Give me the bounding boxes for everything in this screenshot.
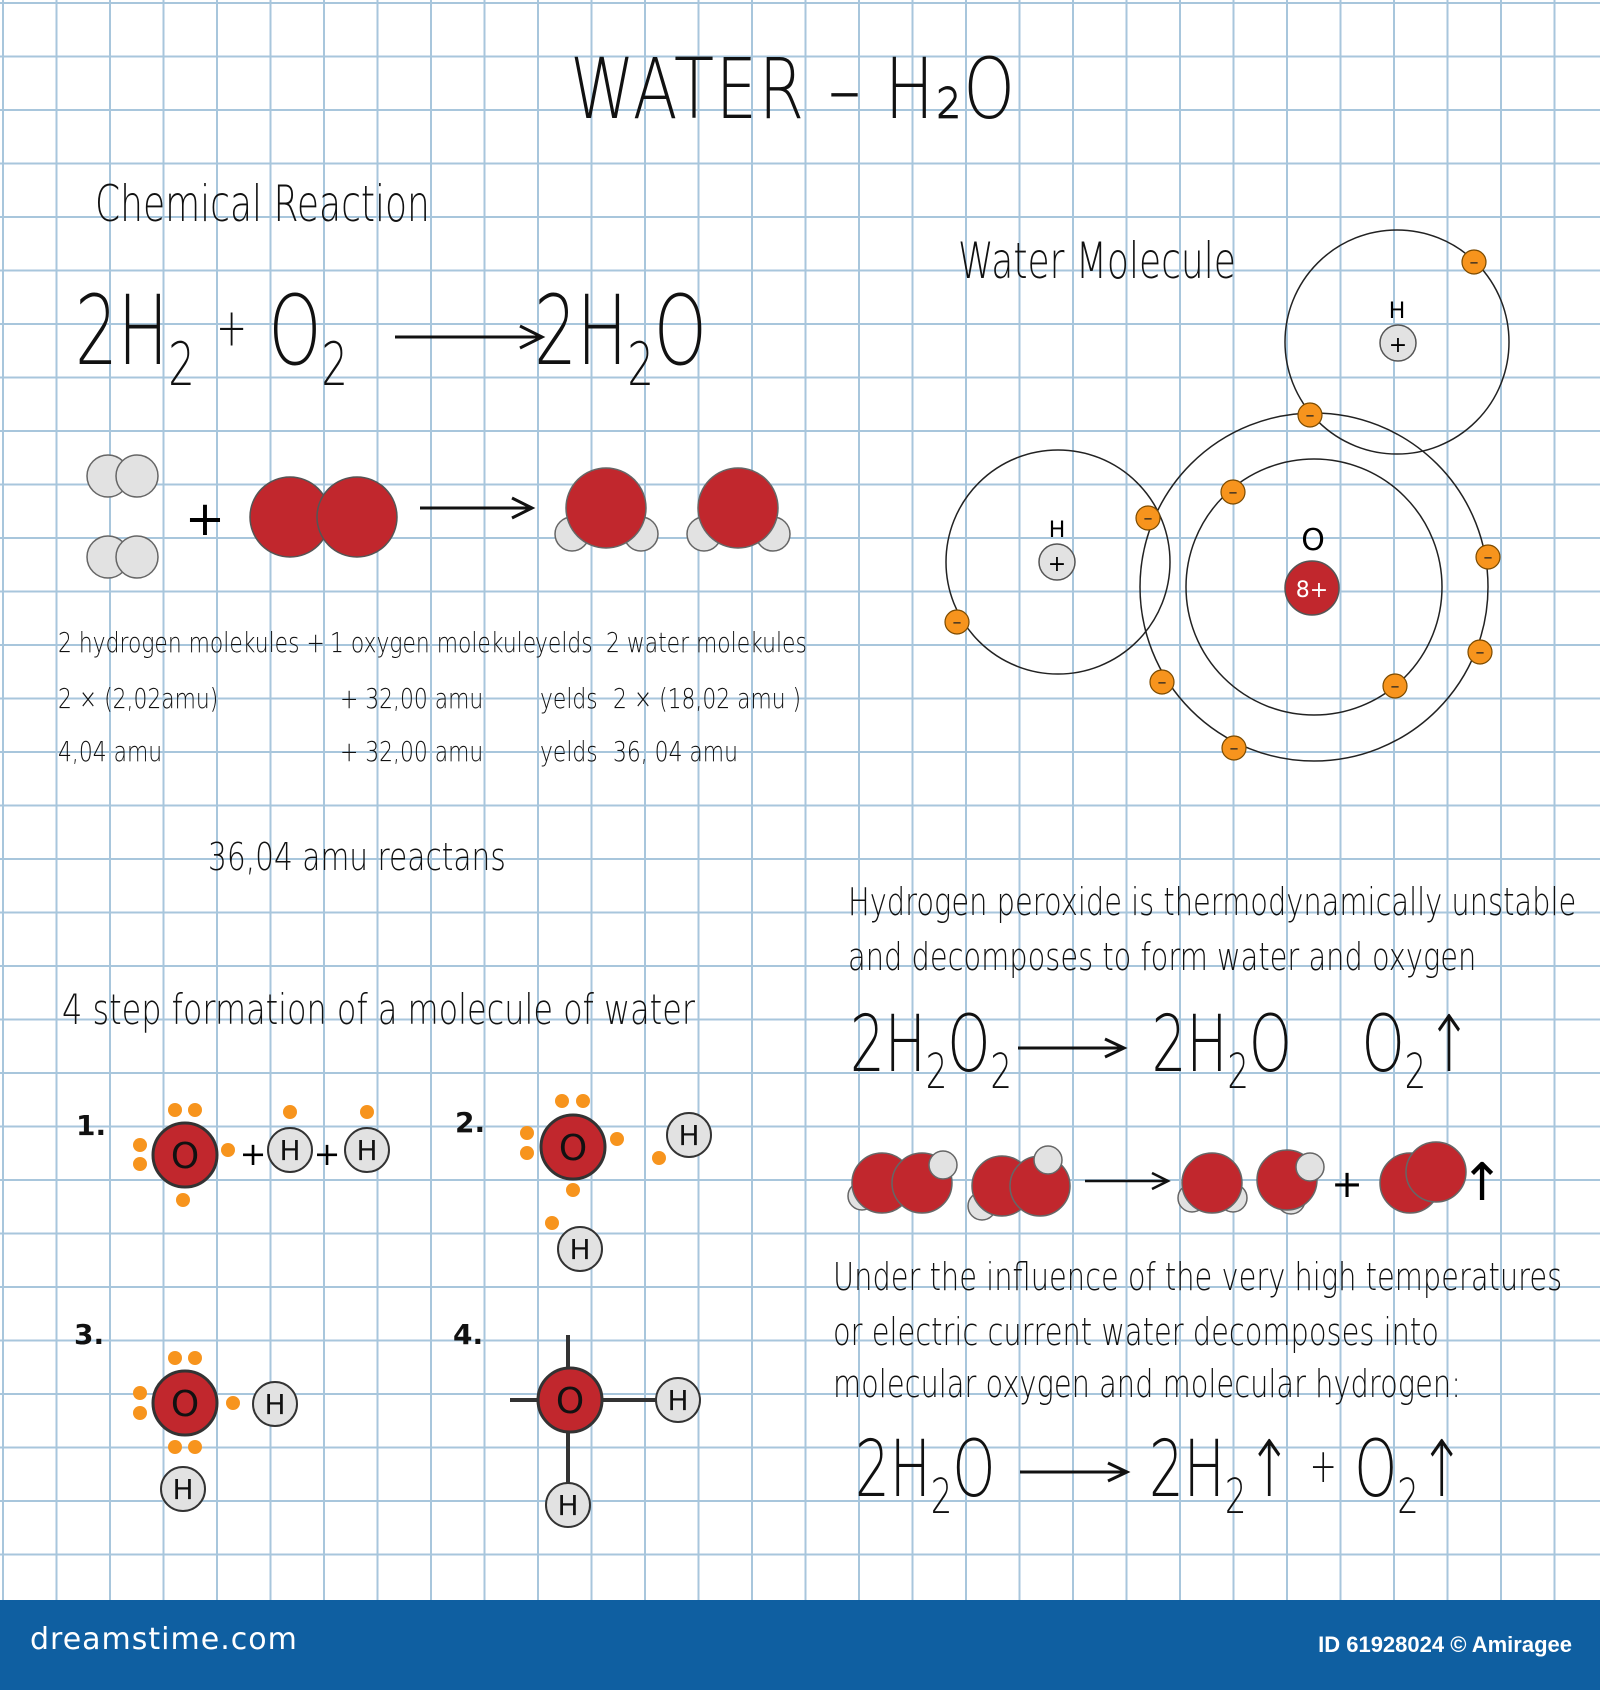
eq-o: O bbox=[1354, 1425, 1398, 1515]
valence-electron bbox=[188, 1103, 202, 1117]
model-arrow bbox=[420, 498, 532, 518]
hydrogen-atom bbox=[558, 1227, 602, 1271]
valence-electron bbox=[226, 1396, 240, 1410]
electrolysis-equation bbox=[855, 1425, 1465, 1525]
eq-sub: 2 bbox=[1404, 1043, 1427, 1100]
valence-electron bbox=[133, 1138, 147, 1152]
valence-electron bbox=[188, 1351, 202, 1365]
image-credit: ID 61928024 © Amiragee bbox=[1318, 1632, 1572, 1657]
valence-electron bbox=[576, 1094, 590, 1108]
atom-symbol: H bbox=[569, 1233, 591, 1266]
electron bbox=[1298, 403, 1322, 427]
peroxide-arrow bbox=[1085, 1173, 1168, 1189]
eq-arrow-up: ↑ bbox=[1418, 1425, 1465, 1515]
nucleus-hydrogen-left bbox=[1039, 544, 1075, 580]
step-number: 3. bbox=[74, 1318, 105, 1351]
electron bbox=[1221, 480, 1245, 504]
electron bbox=[1136, 506, 1160, 530]
electron-sign: – bbox=[1157, 672, 1167, 693]
eq-sub: 2 bbox=[990, 1043, 1012, 1100]
nucleus-oxygen bbox=[1285, 561, 1339, 615]
hydrogen-atom bbox=[656, 1378, 700, 1422]
eq-sub: 2 bbox=[1227, 1043, 1249, 1100]
step-3 bbox=[74, 1318, 297, 1511]
eq-sub: 2 bbox=[168, 330, 195, 400]
electron bbox=[1383, 674, 1407, 698]
eq-term-2h2: 2H bbox=[75, 275, 169, 387]
electron bbox=[1462, 250, 1486, 274]
valence-electron bbox=[545, 1216, 559, 1230]
valence-electron bbox=[566, 1183, 580, 1197]
step-4 bbox=[453, 1318, 700, 1527]
oxygen-atom bbox=[541, 1115, 605, 1179]
eq-term: 2H bbox=[1151, 1000, 1228, 1090]
atom-symbol: O bbox=[558, 1128, 588, 1169]
table-cell: 2 × (18,02 amu ) bbox=[613, 682, 802, 715]
electron-sign: – bbox=[1390, 676, 1400, 697]
electron bbox=[945, 610, 969, 634]
valence-electron bbox=[652, 1151, 666, 1165]
valence-electron bbox=[520, 1126, 534, 1140]
valence-electron bbox=[520, 1146, 534, 1160]
atom-symbol: O bbox=[555, 1381, 585, 1422]
table-cell: yelds bbox=[540, 735, 598, 768]
four-step-heading: 4 step formation of a molecule of water bbox=[62, 985, 695, 1034]
peroxide-text-line2: and decomposes to form water and oxygen bbox=[848, 935, 1477, 979]
water-molecule-heading: Water Molecule bbox=[958, 232, 1236, 290]
electron-sign: – bbox=[1228, 482, 1238, 503]
table-cell: 1 oxygen molekule bbox=[330, 626, 537, 659]
plus-sign: + bbox=[239, 1135, 267, 1173]
hydrogen-label: H bbox=[1048, 518, 1066, 543]
model-plus: + bbox=[184, 491, 226, 547]
table-cell: 36, 04 amu bbox=[613, 735, 738, 768]
hydrogen-atom bbox=[546, 1483, 590, 1527]
hydrogen-molecule-model bbox=[87, 455, 158, 578]
chemical-reaction-heading: Chemical Reaction bbox=[95, 175, 430, 233]
nucleus-hydrogen-top bbox=[1380, 325, 1416, 361]
peroxide-equation bbox=[850, 1000, 1472, 1100]
plus-sign: + bbox=[313, 1135, 341, 1173]
hydrogen-nucleus-label: + bbox=[1047, 552, 1067, 577]
electron bbox=[1476, 545, 1500, 569]
electron-sign: – bbox=[952, 612, 962, 633]
water-molecule-model bbox=[555, 468, 790, 551]
eq-term: 2H bbox=[855, 1425, 931, 1515]
table-cell: 2 × (2,02amu) bbox=[58, 682, 219, 715]
oxygen-atom bbox=[153, 1371, 217, 1435]
eq-sub: 2 bbox=[925, 1043, 948, 1100]
peroxide-plus: + bbox=[1331, 1162, 1363, 1206]
valence-electron bbox=[283, 1105, 297, 1119]
eq-sub: 2 bbox=[930, 1468, 953, 1525]
step-1 bbox=[76, 1103, 389, 1207]
eq-arrow-up: ↑ bbox=[1246, 1425, 1293, 1515]
atom-symbol: H bbox=[678, 1119, 700, 1152]
eq-o: O bbox=[947, 1000, 991, 1090]
atom-symbol: H bbox=[172, 1473, 194, 1506]
hydrogen-atom bbox=[161, 1467, 205, 1511]
valence-electron bbox=[168, 1440, 182, 1454]
oxygen-atom bbox=[538, 1368, 602, 1432]
title-text: WATER – H₂O bbox=[570, 40, 1017, 138]
hydrogen-atom bbox=[667, 1113, 711, 1157]
eq-term: 2H bbox=[1149, 1425, 1225, 1515]
atom-symbol: H bbox=[279, 1134, 301, 1167]
valence-electron bbox=[133, 1386, 147, 1400]
electron-sign: – bbox=[1143, 508, 1153, 529]
atom-symbol: O bbox=[170, 1136, 200, 1177]
oxygen-molecule-model bbox=[250, 477, 397, 557]
atom-symbol: O bbox=[170, 1384, 200, 1425]
step-2 bbox=[455, 1094, 711, 1271]
brand-logo: dreamstime.com bbox=[30, 1622, 298, 1657]
electron bbox=[1468, 640, 1492, 664]
oxygen-arrow-up: ↑ bbox=[1460, 1153, 1504, 1213]
electron-sign: – bbox=[1469, 252, 1479, 273]
reaction-arrow bbox=[395, 326, 542, 348]
eq-o: O bbox=[1248, 1000, 1292, 1090]
electron bbox=[1222, 736, 1246, 760]
table-cell: 2 water molekules bbox=[606, 626, 807, 659]
hydrogen-atom bbox=[253, 1382, 297, 1426]
eq-o: O bbox=[1361, 1000, 1405, 1090]
hydrogen-label: H bbox=[1388, 299, 1406, 324]
table-cell: 2 hydrogen molekules + bbox=[58, 626, 325, 659]
eq-term-o2: O bbox=[268, 275, 322, 387]
table-cell: + 32,00 amu bbox=[340, 735, 484, 768]
electrolysis-text-line1: Under the influence of the very high temperatures bbox=[833, 1255, 1563, 1299]
valence-electron bbox=[176, 1193, 190, 1207]
table-cell: + 32,00 amu bbox=[340, 682, 484, 715]
electron-sign: – bbox=[1475, 642, 1485, 663]
table-cell: 4,04 amu bbox=[58, 735, 163, 768]
valence-electron bbox=[133, 1406, 147, 1420]
step-number: 4. bbox=[453, 1318, 484, 1351]
valence-electron bbox=[188, 1440, 202, 1454]
electron-sign: – bbox=[1305, 405, 1315, 426]
table-cell: yelds bbox=[535, 626, 593, 659]
hydrogen-atom bbox=[345, 1128, 389, 1172]
peroxide-models bbox=[848, 1146, 1070, 1220]
eq-sub: 2 bbox=[627, 330, 654, 400]
four-step-diagrams bbox=[74, 1094, 711, 1527]
valence-electron bbox=[221, 1143, 235, 1157]
electron-sign: – bbox=[1229, 738, 1239, 759]
valence-electron bbox=[168, 1103, 182, 1117]
eq-sub: 2 bbox=[1224, 1468, 1247, 1525]
eq-plus: + bbox=[216, 297, 248, 359]
atom-symbol: H bbox=[264, 1388, 286, 1421]
valence-electron bbox=[610, 1132, 624, 1146]
atom-symbol: H bbox=[557, 1489, 579, 1522]
hydrogen-nucleus-label: + bbox=[1388, 333, 1408, 358]
eq-sub: 2 bbox=[1397, 1468, 1419, 1525]
valence-electron bbox=[360, 1105, 374, 1119]
atom-symbol: H bbox=[667, 1384, 689, 1417]
valence-electron bbox=[555, 1094, 569, 1108]
reactants-total: 36,04 amu reactans bbox=[208, 835, 506, 879]
electron-sign: – bbox=[1483, 547, 1493, 568]
eq-sub: 2 bbox=[321, 330, 348, 400]
electron bbox=[1150, 670, 1174, 694]
electrons bbox=[945, 250, 1500, 760]
oxygen-atom bbox=[153, 1123, 217, 1187]
valence-electron bbox=[168, 1351, 182, 1365]
eq-arrow-up: ↑ bbox=[1426, 1000, 1472, 1090]
atom-symbol: H bbox=[356, 1134, 378, 1167]
hydrogen-atom bbox=[268, 1128, 312, 1172]
oxygen-label: O bbox=[1301, 523, 1325, 558]
oxygen-nucleus-label: 8+ bbox=[1295, 578, 1329, 603]
eq-term: 2H bbox=[850, 1000, 926, 1090]
peroxide-text-line1: Hydrogen peroxide is thermodynamically unstable bbox=[848, 880, 1577, 924]
electrolysis-text-line2: or electric current water decomposes into bbox=[833, 1310, 1439, 1354]
electrolysis-text-line3: molecular oxygen and molecular hydrogen: bbox=[833, 1362, 1461, 1406]
eq-o: O bbox=[952, 1425, 996, 1515]
table-cell: yelds bbox=[540, 682, 598, 715]
step-number: 2. bbox=[455, 1106, 486, 1139]
peroxide-products bbox=[1178, 1142, 1466, 1214]
eq-term-2h2o: 2H bbox=[534, 275, 628, 387]
eq-plus: + bbox=[1309, 1439, 1337, 1494]
valence-electron bbox=[133, 1157, 147, 1171]
step-number: 1. bbox=[76, 1109, 107, 1142]
eq-o: O bbox=[653, 275, 707, 387]
